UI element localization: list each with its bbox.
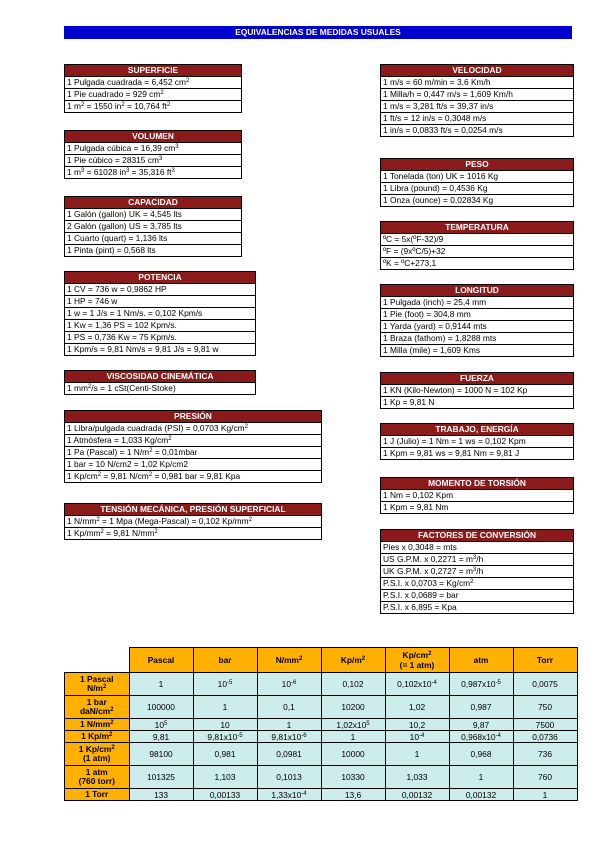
section-presion xyxy=(64,410,322,483)
table-cell: 0,0736 xyxy=(513,731,577,743)
table-cell: 1 xyxy=(513,789,577,801)
equivalence-line: 1 Kw = 1,36 PS = 102 Kpm/s. xyxy=(65,320,255,332)
table-row xyxy=(65,673,578,696)
table-cell: 133 xyxy=(129,789,193,801)
table-cell: $1,02x10^5$ xyxy=(321,719,385,731)
equivalence-line: 1 Yarda (yard) = 0,9144 mts xyxy=(381,321,573,333)
section-title: VISCOSIDAD CINEMÁTICA xyxy=(65,371,255,383)
section-title: VOLUMEN xyxy=(65,131,241,143)
equivalence-line: ºF = (9xºC/5)+32 xyxy=(381,246,573,258)
table-cell: 0,00132 xyxy=(449,789,513,801)
table-cell: 10,2 xyxy=(385,719,449,731)
equivalence-line: 1 Milla/h = 0,447 m/s = 1,609 Km/h xyxy=(381,89,573,101)
table-cell: $10^5$ xyxy=(129,719,193,731)
equivalence-line: 1 w = 1 J/s = 1 Nm/s. = 0,102 Kpm/s xyxy=(65,308,255,320)
section-fuerza xyxy=(380,372,574,409)
table-cell: $10^{-6}$ xyxy=(257,673,321,696)
equivalence-line: 1 m/s = 60 m/min = 3,6 Km/h xyxy=(381,77,573,89)
column-header: Pascal xyxy=(129,648,193,673)
table-cell: $9,81x10^{-6}$ xyxy=(257,731,321,743)
section-trabajo xyxy=(380,423,574,460)
equivalence-line: 1 $m^3 = 61028$ $in^3 = 35,316$ $ft^3$ xyxy=(67,167,175,177)
table-cell: 7500 xyxy=(513,719,577,731)
equivalence-line: 1 Pulgada cuadrada = 6,452 $cm^2$ xyxy=(65,77,241,89)
row-header: 1 $N/mm^2$ xyxy=(65,719,130,731)
table-corner xyxy=(65,648,130,673)
equivalence-line: 1 Pulgada (inch) = 25,4 mm xyxy=(381,297,573,309)
equivalence-line: 1 $Kp/cm^2 = 9,81$ $N/cm^2 = 0,981$ bar = 9,81 Kpa xyxy=(67,471,241,481)
section-title: CAPACIDAD xyxy=(65,197,241,209)
equivalence-line: 1 Atmósfera = 1,033 $Kg/cm^2$ xyxy=(65,435,321,447)
equivalence-line: 1 Pie cúbico = 28315 $cm^3$ xyxy=(65,155,241,167)
section-title: TEMPERATURA xyxy=(381,222,573,234)
equivalence-line: 1 Kpm = 9,81 ws = 9,81 Nm = 9,81 J xyxy=(383,448,520,458)
table-cell: 0,00132 xyxy=(385,789,449,801)
table-cell: 1 xyxy=(129,673,193,696)
equivalence-line: 1 Tonelada (ton) UK = 1016 Kg xyxy=(381,171,573,183)
column-header: bar xyxy=(193,648,257,673)
equivalence-line: 1 Libra (pound) = 0,4536 Kg xyxy=(381,183,573,195)
table-cell: 98100 xyxy=(129,743,193,766)
equivalence-line: P.S.I. x 6,895 = Kpa xyxy=(383,602,457,612)
section-viscosidad xyxy=(64,370,256,395)
table-cell: 760 xyxy=(513,766,577,789)
row-header: 1 $Kp/m^2$ xyxy=(65,731,130,743)
equivalence-line: 1 Braza (fathom) = 1,8288 mts xyxy=(381,333,573,345)
table-cell: 9,87 xyxy=(449,719,513,731)
equivalence-line: 1 Kp = 9,81 N xyxy=(383,397,435,407)
section-title: TENSIÓN MECÁNICA, PRESIÓN SUPERFICIAL xyxy=(65,504,321,516)
section-title: SUPERFICIE xyxy=(65,65,241,77)
equivalence-line: 1 Pie (foot) = 304,8 mm xyxy=(381,309,573,321)
equivalence-line: 1 Kpm = 9,81 Nm xyxy=(383,502,449,512)
table-cell: 0,0075 xyxy=(513,673,577,696)
section-title: POTENCIA xyxy=(65,272,255,284)
equivalence-line: 1 Kpm/s = 9,81 Nm/s = 9,81 J/s = 9,81 w xyxy=(67,344,219,354)
section-title: PRESIÓN xyxy=(65,411,321,423)
equivalence-line: 1 Milla (mile) = 1,609 Kms xyxy=(383,345,481,355)
column-header: $N/mm^2$ xyxy=(257,648,321,673)
section-title: FUERZA xyxy=(381,373,573,385)
section-volumen xyxy=(64,130,242,179)
table-row xyxy=(65,743,578,766)
table-cell: $10^{-4}$ xyxy=(385,731,449,743)
row-header: 1 Torr xyxy=(65,789,130,801)
table-cell: 13,6 xyxy=(321,789,385,801)
equivalence-line: 1 in/s = 0,0833 ft/s = 0,0254 m/s xyxy=(383,125,503,135)
equivalence-line: 1 Onza (ounce) = 0,02834 Kg xyxy=(383,195,494,205)
equivalence-line: P.S.I. x $0,0703 = Kg/cm^2$ xyxy=(381,578,573,590)
section-momento xyxy=(380,477,574,514)
section-longitud xyxy=(380,284,574,357)
table-cell: 1,103 xyxy=(193,766,257,789)
table-cell: 101325 xyxy=(129,766,193,789)
section-title: LONGITUD xyxy=(381,285,573,297)
equivalence-line: Pies x 0,3048 = mts xyxy=(381,542,573,554)
equivalence-line: 1 m/s = 3,281 ft/s = 39,37 in/s xyxy=(381,101,573,113)
table-cell: 0,00133 xyxy=(193,789,257,801)
column-header: $Kp/cm^2$ (= 1 atm) xyxy=(385,648,449,673)
equivalence-line: 1 Pie cuadrado = 929 $cm^2$ xyxy=(65,89,241,101)
equivalence-line: 2 Galón (gallon) US = 3,785 lts xyxy=(65,221,241,233)
table-cell: 10330 xyxy=(321,766,385,789)
row-header: 1 $Kp/cm^2$ (1 atm) xyxy=(65,743,130,766)
row-header: 1 atm (760 torr) xyxy=(65,766,130,789)
table-cell: 750 xyxy=(513,696,577,719)
equivalence-line: 1 bar = 10 N/cm2 = 1,02 Kp/cm2 xyxy=(65,459,321,471)
equivalence-line: 1 Pa (Pascal) = 1 $N/m^2$ = 0,01mbar xyxy=(65,447,321,459)
table-cell: $1,33x10^{-4}$ xyxy=(257,789,321,801)
row-header: 1 Pascal $N/m^2$ xyxy=(65,673,130,696)
table-cell: 1,02 xyxy=(385,696,449,719)
table-cell: $0,987x10^{-5}$ xyxy=(449,673,513,696)
section-temperatura xyxy=(380,221,574,270)
equivalence-line: 1 J (Julio) = 1 Nm = 1 ws = 0,102 Kpm xyxy=(381,436,573,448)
section-velocidad xyxy=(380,64,574,137)
section-title: TRABAJO, ENERGÍA xyxy=(381,424,573,436)
equivalence-line: UK G.P.M. x $0,2727 = m^3/h$ xyxy=(381,566,573,578)
row-header: 1 bar daN/$cm^2$ xyxy=(65,696,130,719)
table-cell: 0,0981 xyxy=(257,743,321,766)
table-cell: 9,81 xyxy=(129,731,193,743)
table-cell: 0,1013 xyxy=(257,766,321,789)
table-row xyxy=(65,766,578,789)
table-cell: 10 xyxy=(193,719,257,731)
table-cell: 0,987 xyxy=(449,696,513,719)
equivalence-line: US G.P.M. x $0,2271 = m^3/h$ xyxy=(381,554,573,566)
equivalence-line: 1 KN (Kilo-Newton) = 1000 N = 102 Kp xyxy=(381,385,573,397)
table-cell: 736 xyxy=(513,743,577,766)
equivalence-line: 1 Nm = 0,102 Kpm xyxy=(381,490,573,502)
equivalence-line: 1 HP = 746 w xyxy=(65,296,255,308)
table-cell: 1 xyxy=(385,743,449,766)
table-row xyxy=(65,731,578,743)
equivalence-line: 1 $mm^2/s = 1$ cSt(Centi-Stoke) xyxy=(67,383,176,393)
equivalence-line: 1 PS = 0,736 Kw = 75 Kpm/s. xyxy=(65,332,255,344)
table-cell: 0,981 xyxy=(193,743,257,766)
table-cell: 1 xyxy=(193,696,257,719)
section-title: PESO xyxy=(381,159,573,171)
equivalence-line: ºC = 5x(ºF-32)/9 xyxy=(381,234,573,246)
section-title: VELOCIDAD xyxy=(381,65,573,77)
equivalence-line: 1 $N/mm^2 = 1$ Mpa (Mega-Pascal) = 0,102 $Kp/mm^2$ xyxy=(65,516,321,528)
section-title: FACTORES DE CONVERSIÓN xyxy=(381,530,573,542)
section-tension xyxy=(64,503,322,540)
table-cell: 100000 xyxy=(129,696,193,719)
equivalence-line: 1 Libra/pulgada cuadrada (PSI) = 0,0703 $Kg/cm^2$ xyxy=(65,423,321,435)
table-cell: $10^{-5}$ xyxy=(193,673,257,696)
table-cell: 0,1 xyxy=(257,696,321,719)
section-peso xyxy=(380,158,574,207)
table-cell: $0,968x10^{-4}$ xyxy=(449,731,513,743)
column-header: $Kp/m^2$ xyxy=(321,648,385,673)
table-cell: 0,102 xyxy=(321,673,385,696)
equivalence-line: ºK = ºC+273,1 xyxy=(383,258,437,268)
equivalence-line: 1 Pulgada cúbica = 16,39 $cm^3$ xyxy=(65,143,241,155)
table-cell: 1 xyxy=(321,731,385,743)
column-header: Torr xyxy=(513,648,577,673)
equivalence-line: 1 ft/s = 12 in/s = 0,3048 m/s xyxy=(381,113,573,125)
equivalence-line: 1 $Kp/mm^2 = 9,81$ $N/mm^2$ xyxy=(67,528,158,538)
section-superficie xyxy=(64,64,242,113)
table-cell: 10200 xyxy=(321,696,385,719)
table-row xyxy=(65,719,578,731)
page-title: EQUIVALENCIAS DE MEDIDAS USUALES xyxy=(64,26,572,39)
equivalence-line: P.S.I. x 0,0689 = bar xyxy=(381,590,573,602)
equivalence-line: 1 $m^2 = 1550$ $in^2 = 10,764$ $ft^2$ xyxy=(67,101,171,111)
table-cell: $9,81x10^{-5}$ xyxy=(193,731,257,743)
section-title: MOMENTO DE TORSIÓN xyxy=(381,478,573,490)
section-factores xyxy=(380,529,574,614)
equivalence-line: 1 Cuarto (quart) = 1,136 lts xyxy=(65,233,241,245)
section-potencia xyxy=(64,271,256,356)
equivalence-line: 1 Pinta (pint) = 0,568 lts xyxy=(67,245,156,255)
table-row xyxy=(65,789,578,801)
table-cell: 1 xyxy=(257,719,321,731)
table-cell: 0,968 xyxy=(449,743,513,766)
table-cell: 1 xyxy=(449,766,513,789)
table-cell: $0,102x10^{-4}$ xyxy=(385,673,449,696)
equivalence-line: 1 Galón (gallon) UK = 4,545 lts xyxy=(65,209,241,221)
table-row xyxy=(65,696,578,719)
table-cell: 1,033 xyxy=(385,766,449,789)
equivalence-line: 1 CV = 736 w = 0,9862 HP xyxy=(65,284,255,296)
pressure-equivalence-table xyxy=(64,647,578,801)
column-header: atm xyxy=(449,648,513,673)
section-capacidad xyxy=(64,196,242,257)
table-cell: 10000 xyxy=(321,743,385,766)
